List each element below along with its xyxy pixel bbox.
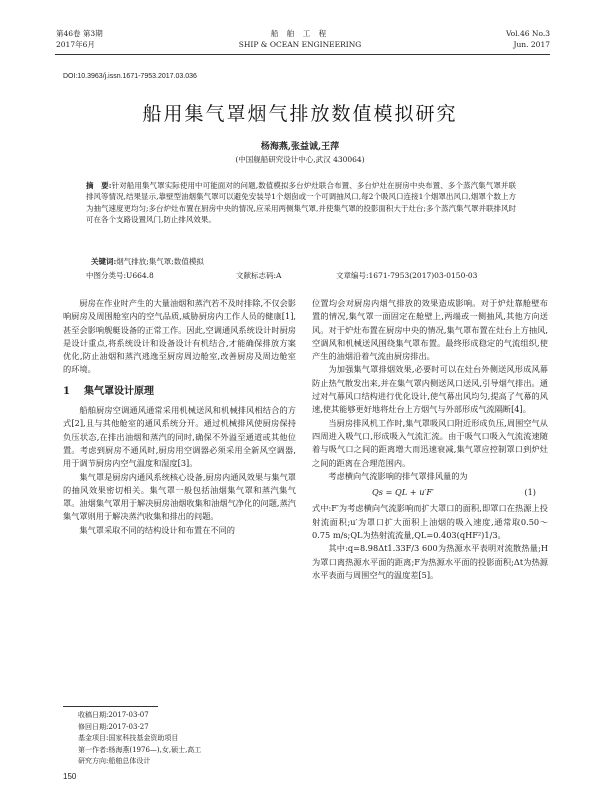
paper-title: 船用集气罩烟气排放数值模拟研究: [142, 104, 458, 125]
journal-volume-info-en: [506, 28, 550, 50]
first-author: 第一作者:杨海燕(1976—),女,硕士,高工: [78, 745, 202, 754]
research-field: 研究方向:船舶总体设计: [78, 757, 151, 765]
authors: 杨海燕,张益诚,王萍: [260, 142, 340, 152]
keywords: [91, 256, 204, 267]
keywords-label: 关键词:: [91, 257, 117, 266]
issue-date-en: Jun. 2017: [513, 40, 550, 49]
abstract-label: 摘 要:: [86, 181, 112, 190]
section-number: 1: [63, 385, 70, 397]
intro-paragraph: 厨房在作业时产生的大量油烟和蒸汽若不及时排除,不仅会影响厨房及周围舱室内的空气品质,威胁厨房内工作人员的健康[1],甚至会影响舰艇设备的正常工作。因此,空调通风系统设计时厨房是设计重点,将系统设计和设备设计有机结合,才能确保排放方案优化,防止油烟和蒸汽逃逸至厨房周边舱室,改善厨房及周边舱室的环境。: [63, 298, 296, 375]
doi: DOI:10.3963/j.issn.1671-7953.2017.03.036: [63, 73, 197, 80]
paragraph: 为加强集气罩排烟效果,必要时可以在灶台外侧送风形成风幕防止热气散发出来,并在集气罩内侧送风口送风,引导烟气排出。通过对气幕风口结构进行优化设计,使气幕出风均匀,提高了气幕的风速,使其能够更好地将灶台上方烟气与外部形成气流隔断[4]。: [312, 364, 548, 415]
header-divider: [55, 54, 550, 55]
issue-date: 2017年6月: [56, 40, 95, 49]
journal-name-en: SHIP & OCEAN ENGINEERING: [238, 40, 362, 49]
clc-number: 中图分类号:U664.8: [86, 271, 154, 280]
equation-number: (1): [524, 487, 536, 498]
paragraph: 船舶厨房空调通风通常采用机械送风和机械排风相结合的方式[2],且与其他舱室的通风系统分开。通过机械排风使厨房保持负压状态,在排出油烟和蒸汽的同时,确保不外溢至通道或其他位置。考虑到厨房不通风时,厨房用空调器必须采用全新风空调器,用于调节厨房内空气温度和湿度[3]。: [63, 405, 296, 469]
fund-info: 基金项目:国家科技基金资助项目: [78, 734, 179, 742]
article-number: 文章编号:1671-7953(2017)03-0150-03: [336, 271, 478, 280]
equation: [312, 486, 548, 499]
volume-issue-en: Vol.46 No.3: [505, 29, 550, 38]
paragraph: 考虑横向气流影响的排气罩排风量的为: [328, 470, 468, 481]
received-date: 收稿日期:2017-03-07: [78, 711, 149, 719]
page-number: 150: [63, 772, 77, 781]
paragraph: 集气罩采取不同的结构设计和布置在不同的: [79, 524, 235, 535]
footnote: [78, 710, 298, 768]
classification-meta: [86, 270, 526, 281]
equation-body: Qs = QL + u′F′: [372, 487, 434, 498]
paragraph: 式中:F′为考虑横向气流影响而扩大罩口的面积,即罩口在热源上投射流面积;u′为罩口扩大面积上油烟的吸入速度,通常取0.50～0.75 m/s;QL为热射流流量,QL=0.403(qHF²)1/3。: [312, 503, 548, 541]
section-title: 集气罩设计原理: [83, 385, 154, 397]
body-left-column: [63, 297, 296, 537]
footnote-divider: [63, 706, 158, 707]
paragraph: 当厨房排风机工作时,集气罩吸风口附近形成负压,周围空气从四周进入吸气口,形成吸入气流汇流。由于吸气口吸入气流流速随着与吸气口之间的距离增大而迅速衰减,集气罩应控制罩口到炉灶之间的距离在合理范围内。: [312, 417, 548, 468]
affiliation: (中国舰船研究设计中心,武汉 430064): [235, 155, 365, 164]
volume-issue: 第46卷 第3期: [56, 29, 103, 38]
document-code: 文献标志码:A: [236, 271, 282, 280]
body-right-column: [312, 297, 548, 582]
revised-date: 修回日期:2017-03-27: [78, 722, 149, 731]
abstract: [86, 180, 516, 226]
abstract-text: 针对船用集气罩实际使用中可能面对的问题,数值模拟多台炉灶联合布置、多台炉灶在厨房中央布置、多个蒸汽集气罩并联排风等情况,结果显示,靠壁型油烟集气罩可以避免安装导1个烟囱或一个可调抽风口,每2个吸风口连接1个烟罩出风口,烟罩个数上方为抽气速度更均匀;多台炉灶布置在厨房中央的情况,应采用两侧集气罩,并使集气罩的投影面积大于灶台;多个蒸汽集气罩并联排风时可在各个支路设置风门,防止排风效果。: [86, 181, 516, 225]
keywords-text: 烟气排放;集气罩;数值模拟: [116, 257, 204, 266]
paragraph: 其中:q=8.98Δt1.33F/3 600为热源水平表明对流散热量;H为罩口离热源水平面的距离;F为热源水平面的投影面积;Δt为热源水平表面与周围空气的温度差[5]。: [312, 543, 548, 580]
paragraph: 位置均会对厨房内烟气排放的效果造成影响。对于炉灶靠舱壁布置的情况,集气罩一面固定在舱壁上,两端或一侧抽风,其他方向送风。对于炉灶布置在厨房中央的情况,集气罩布置在灶台上方抽风,空调风和机械送风围绕集气罩布置。最终形成稳定的气流组织,使产生的油烟沿着气流由厨房排出。: [312, 298, 548, 362]
journal-name-cn: 船 舶 工 程: [270, 29, 330, 38]
section-heading: [63, 385, 296, 398]
paragraph: 集气罩是厨房内通风系统核心设备,厨房内通风效果与集气罩的抽风效果密切相关。集气罩一般包括油烟集气罩和蒸汽集气罩。油烟集气罩用于解决厨房油烟收集和油烟气净化的问题,蒸汽集气罩则用于解决蒸汽收集和排出的问题。: [63, 471, 296, 522]
